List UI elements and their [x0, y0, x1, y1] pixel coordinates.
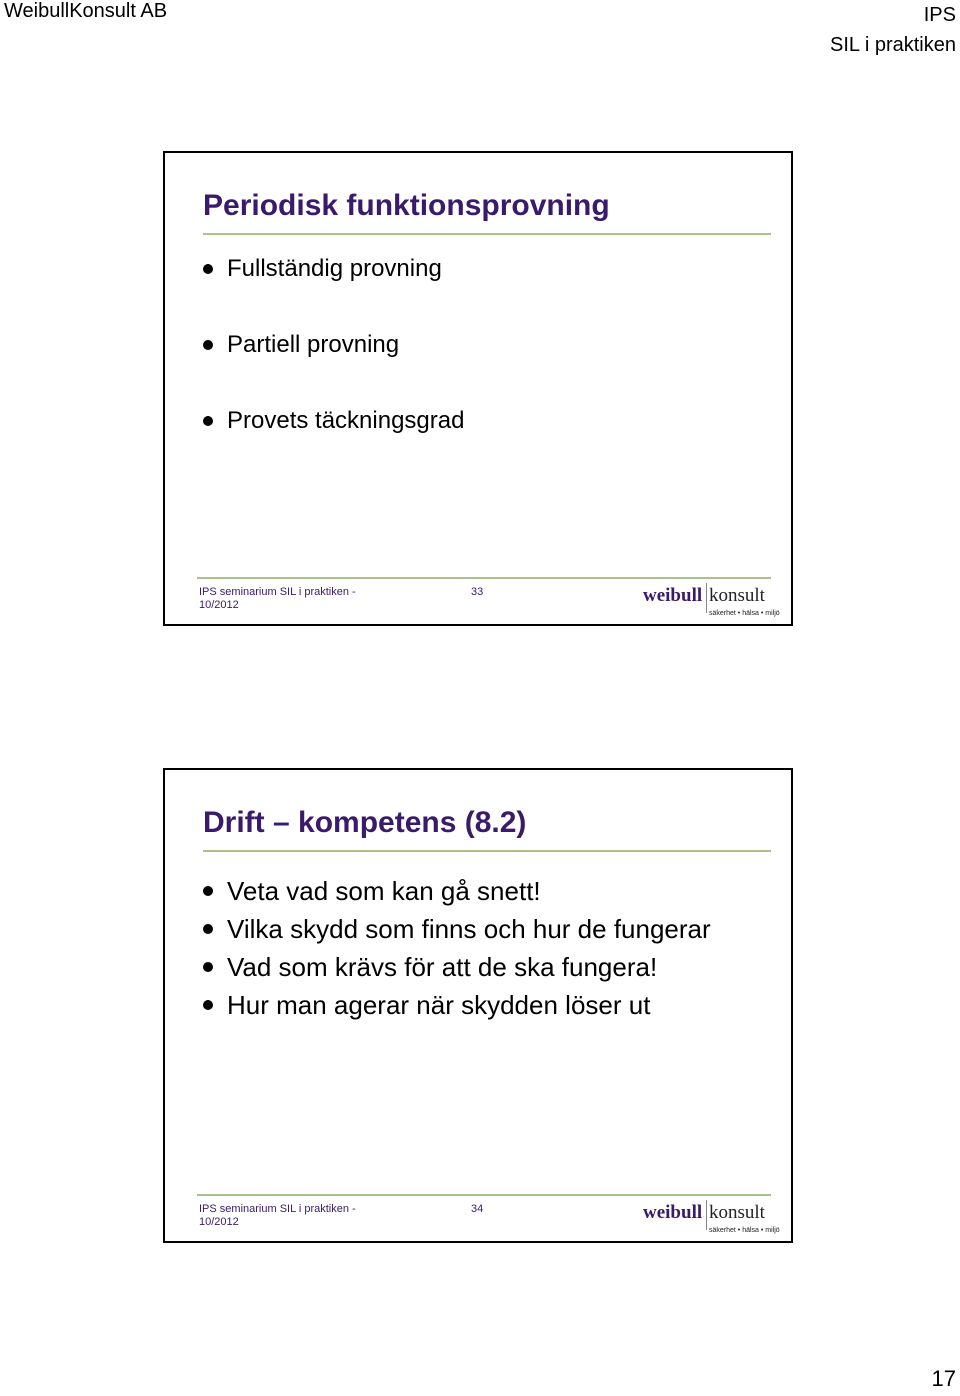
bullet-dot-icon	[203, 340, 213, 350]
slide-33	[163, 151, 793, 626]
slide-title: Periodisk funktionsprovning	[203, 189, 610, 222]
bullet-item: Provets täckningsgrad	[203, 405, 773, 437]
bullet-dot-icon	[203, 962, 213, 972]
weibull-konsult-logo: weibull konsult säkerhet • hälsa • miljö	[643, 1202, 780, 1234]
bullet-dot-icon	[203, 924, 213, 934]
bullet-item: Vad som krävs för att de ska fungera!	[203, 948, 773, 986]
slide-footer-text: IPS seminarium SIL i praktiken - 10/2012	[199, 586, 356, 611]
bullet-item: Veta vad som kan gå snett!	[203, 872, 773, 910]
page-header-company: WeibullKonsult AB	[4, 0, 168, 22]
bullet-item: Hur man agerar när skydden löser ut	[203, 986, 773, 1024]
title-divider	[203, 233, 771, 235]
footer-divider	[197, 1194, 771, 1196]
bullet-item: Fullständig provning	[203, 253, 773, 285]
title-divider	[203, 850, 771, 852]
page-number: 17	[931, 1366, 956, 1391]
bullet-dot-icon	[203, 1000, 213, 1010]
slide-number: 34	[471, 1203, 484, 1215]
bullet-list	[203, 253, 773, 481]
slide-number: 33	[471, 586, 484, 598]
bullet-item: Vilka skydd som finns och hur de fungerar	[203, 910, 773, 948]
slide-title: Drift – kompetens (8.2)	[203, 806, 527, 839]
bullet-dot-icon	[203, 264, 213, 274]
bullet-list	[203, 872, 773, 1024]
bullet-dot-icon	[203, 416, 213, 426]
bullet-item: Partiell provning	[203, 329, 773, 361]
slide-footer-text: IPS seminarium SIL i praktiken - 10/2012	[199, 1203, 356, 1228]
page-header-topic: SIL i praktiken	[830, 34, 956, 56]
page-header-course	[830, 0, 956, 60]
bullet-dot-icon	[203, 886, 213, 896]
footer-divider	[197, 577, 771, 579]
page-header-ips: IPS	[923, 4, 956, 26]
slide-34	[163, 768, 793, 1243]
weibull-konsult-logo: weibull konsult säkerhet • hälsa • miljö	[643, 585, 780, 617]
